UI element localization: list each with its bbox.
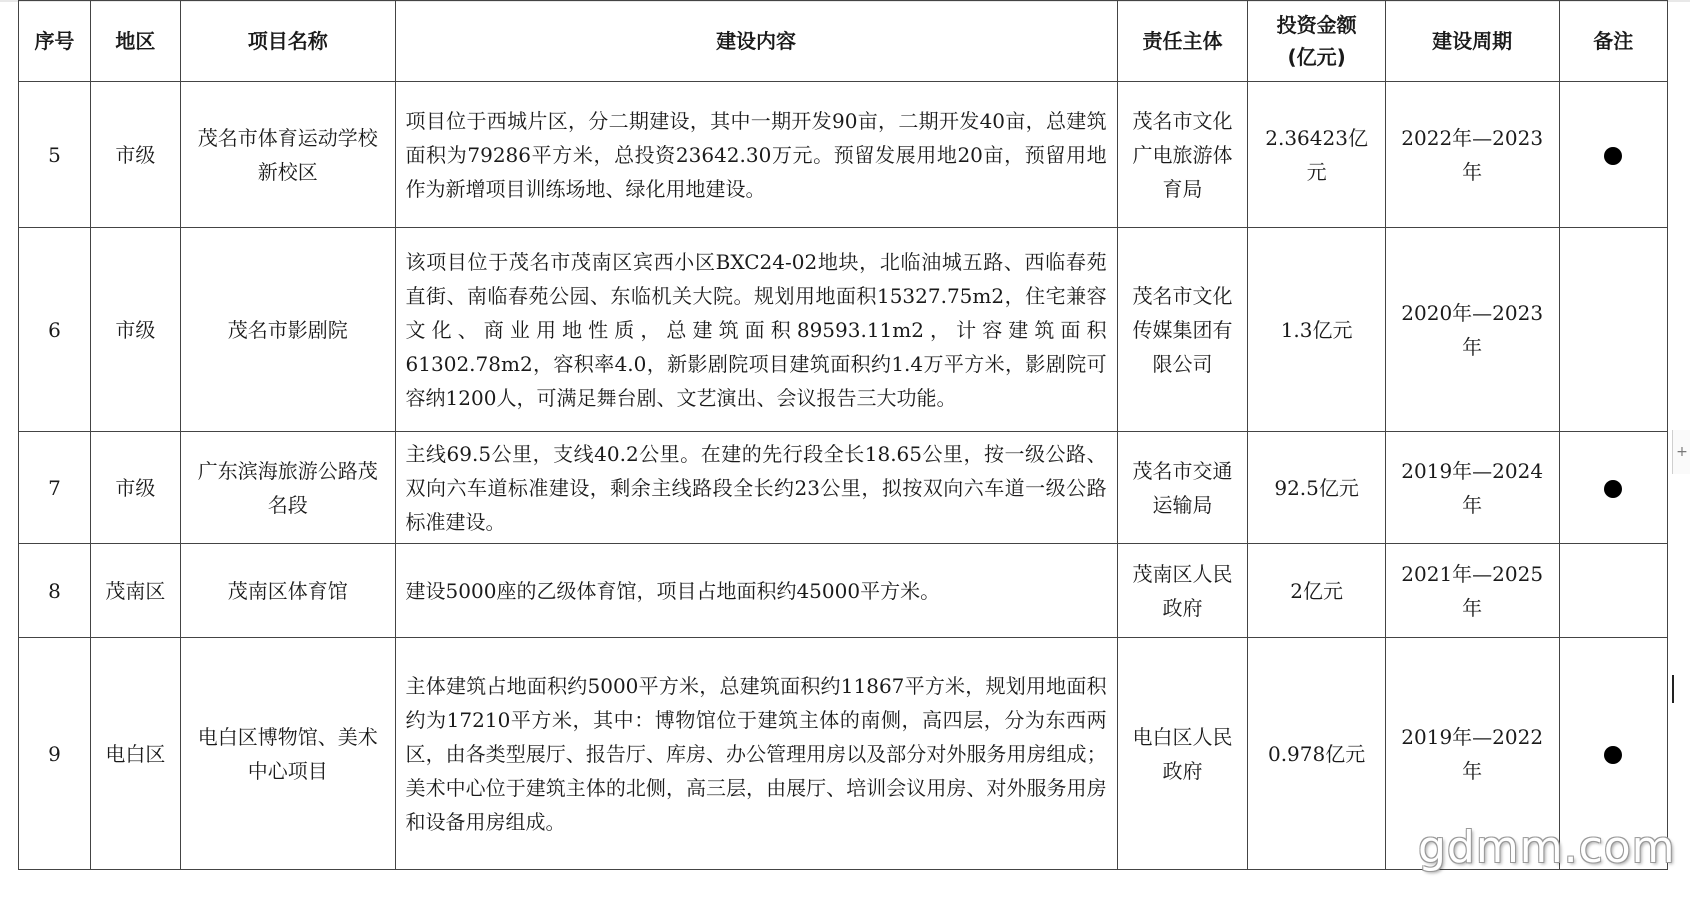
cell-period: 2021年—2025年 bbox=[1385, 544, 1559, 638]
cell-period: 2019年—2024年 bbox=[1385, 432, 1559, 544]
cell-region: 市级 bbox=[90, 432, 180, 544]
cell-owner: 茂名市文化广电旅游体育局 bbox=[1117, 82, 1248, 228]
cell-no: 7 bbox=[19, 432, 91, 544]
header-name: 项目名称 bbox=[180, 1, 395, 82]
cell-name: 电白区博物馆、美术中心项目 bbox=[180, 638, 395, 870]
cell-name: 茂南区体育馆 bbox=[180, 544, 395, 638]
cell-investment: 2亿元 bbox=[1248, 544, 1385, 638]
cell-content: 项目位于西城片区，分二期建设，其中一期开发90亩，二期开发40亩，总建筑面积为79286平方米，总投资23642.30万元。预留发展用地20亩，预留用地作为新增项目训练场地、绿化用地建设。 bbox=[395, 82, 1117, 228]
cell-content: 主线69.5公里，支线40.2公里。在建的先行段全长18.65公里，按一级公路、双向六车道标准建设，剩余主线路段全长约23公里，拟按双向六车道一级公路标准建设。 bbox=[395, 432, 1117, 544]
cell-investment: 1.3亿元 bbox=[1248, 228, 1385, 432]
cell-period: 2019年—2022年 bbox=[1385, 638, 1559, 870]
cell-period: 2022年—2023年 bbox=[1385, 82, 1559, 228]
site-watermark: gdmm.com bbox=[1418, 822, 1676, 873]
cell-note bbox=[1559, 228, 1667, 432]
cell-region: 茂南区 bbox=[90, 544, 180, 638]
cell-name: 广东滨海旅游公路茂名段 bbox=[180, 432, 395, 544]
cell-no: 8 bbox=[19, 544, 91, 638]
cell-owner: 茂名市交通运输局 bbox=[1117, 432, 1248, 544]
cell-owner: 茂南区人民政府 bbox=[1117, 544, 1248, 638]
cell-period: 2020年—2023年 bbox=[1385, 228, 1559, 432]
cell-name: 茂名市体育运动学校新校区 bbox=[180, 82, 395, 228]
header-note: 备注 bbox=[1559, 1, 1667, 82]
text-cursor-mark bbox=[1672, 675, 1674, 703]
cell-note bbox=[1559, 432, 1667, 544]
header-content: 建设内容 bbox=[395, 1, 1117, 82]
cell-investment: 2.36423亿元 bbox=[1248, 82, 1385, 228]
header-investment-line1: 投资金额 bbox=[1276, 13, 1357, 37]
cell-note bbox=[1559, 544, 1667, 638]
note-dot-mark bbox=[1604, 746, 1622, 764]
cell-note bbox=[1559, 82, 1667, 228]
cell-content: 主体建筑占地面积约5000平方米，总建筑面积约11867平方米，规划用地面积约为17210平方米，其中：博物馆位于建筑主体的南侧，高四层，分为东西两区，由各类型展厅、报告厅、库房、办公管理用房以及部分对外服务用房组成；美术中心位于建筑主体的北侧，高三层，由展厅、培训会议用房、对外服务用房和设备用房组成。 bbox=[395, 638, 1117, 870]
cell-investment: 0.978亿元 bbox=[1248, 638, 1385, 870]
cell-no: 9 bbox=[19, 638, 91, 870]
note-dot-mark bbox=[1604, 147, 1622, 165]
cell-region: 市级 bbox=[90, 82, 180, 228]
header-period: 建设周期 bbox=[1385, 1, 1559, 82]
cell-owner: 茂名市文化传媒集团有限公司 bbox=[1117, 228, 1248, 432]
cell-content: 建设5000座的乙级体育馆，项目占地面积约45000平方米。 bbox=[395, 544, 1117, 638]
header-no: 序号 bbox=[19, 1, 91, 82]
table-row bbox=[19, 82, 1668, 228]
header-investment-line2: (亿元) bbox=[1287, 45, 1346, 69]
note-dot-mark bbox=[1604, 480, 1622, 498]
add-row-handle[interactable]: + bbox=[1672, 430, 1690, 474]
cell-name: 茂名市影剧院 bbox=[180, 228, 395, 432]
cell-owner: 电白区人民政府 bbox=[1117, 638, 1248, 870]
table-row bbox=[19, 228, 1668, 432]
table-row bbox=[19, 432, 1668, 544]
header-owner: 责任主体 bbox=[1117, 1, 1248, 82]
header-investment bbox=[1248, 1, 1385, 82]
cell-no: 5 bbox=[19, 82, 91, 228]
cell-no: 6 bbox=[19, 228, 91, 432]
project-table bbox=[18, 0, 1668, 870]
table-row bbox=[19, 544, 1668, 638]
header-region: 地区 bbox=[90, 1, 180, 82]
cell-investment: 92.5亿元 bbox=[1248, 432, 1385, 544]
cell-region: 市级 bbox=[90, 228, 180, 432]
table-header-row bbox=[19, 1, 1668, 82]
cell-region: 电白区 bbox=[90, 638, 180, 870]
cell-content: 该项目位于茂名市茂南区宾西小区BXC24-02地块，北临油城五路、西临春苑直街、南临春苑公园、东临机关大院。规划用地面积15327.75m2，住宅兼容文化、商业用地性质，总建筑面积89593.11m2，计容建筑面积61302.78m2，容积率4.0，新影剧院项目建筑面积约1.4万平方米，影剧院可容纳1200人，可满足舞台剧、文艺演出、会议报告三大功能。 bbox=[395, 228, 1117, 432]
